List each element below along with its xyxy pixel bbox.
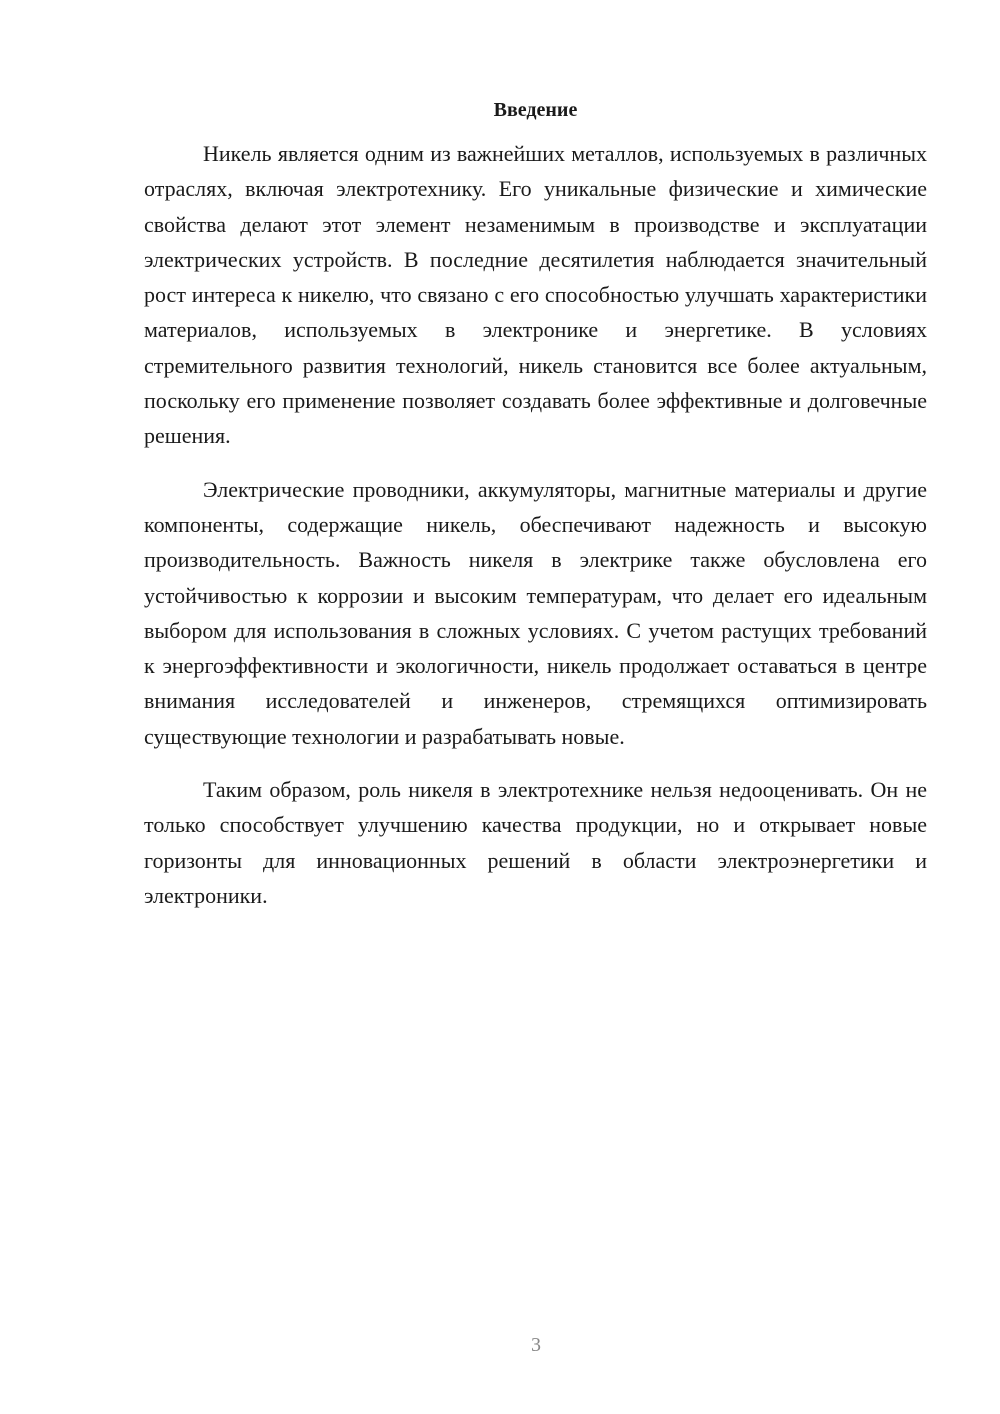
paragraph-3: Таким образом, роль никеля в электротехнике нельзя недооценивать. Он не только способствует улучшению качества продукции, но и открывает новые горизонты для инновационных решений в области электроэнергетики и электроники.	[144, 777, 927, 908]
paragraph-2: Электрические проводники, аккумуляторы, магнитные материалы и другие компоненты, содержащие никель, обеспечивают надежность и высокую производительность. Важность никеля в электрике также обусловлена его устойчивостью к коррозии и высоким температурам, что делает его идеальным выбором для использования в сложных условиях. С учетом растущих требований к энергоэффективности и экологичности, никель продолжает оставаться в центре внимания исследователей и инженеров, стремящихся оптимизировать существующие технологии и разрабатывать новые.	[144, 476, 927, 749]
page-number: 3	[531, 1334, 541, 1356]
paragraph-1: Никель является одним из важнейших металлов, используемых в различных отраслях, включая электротехнику. Его уникальные физические и химические свойства делают этот элемент незаменимым в производстве и эксплуатации электрических устройств. В последние десятилетия наблюдается значительный рост интереса к никелю, что связано с его способностью улучшать характеристики материалов, используемых в электронике и энергетике. В условиях стремительного развития технологий, никель становится все более актуальным, поскольку его применение позволяет создавать более эффективные и долговечные решения.	[144, 141, 927, 449]
page-content	[144, 96, 927, 913]
section-heading: Введение	[493, 99, 578, 121]
